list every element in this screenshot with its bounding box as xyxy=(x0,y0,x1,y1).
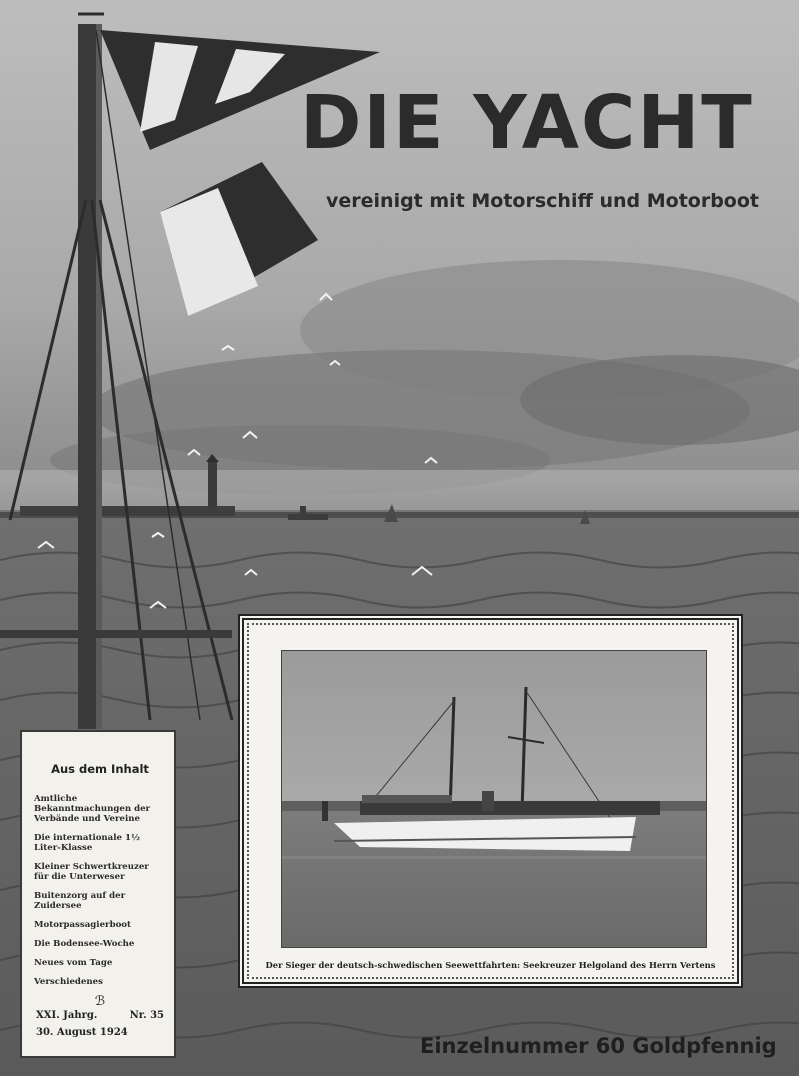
issue-number: Nr. 35 xyxy=(129,1010,164,1021)
magazine-subtitle: vereinigt mit Motorschiff und Motorboot xyxy=(326,190,759,212)
issue-info xyxy=(36,1010,164,1038)
contents-heading: Aus dem Inhalt xyxy=(51,762,149,776)
signal-flag xyxy=(160,162,318,316)
photo-frame xyxy=(238,614,743,988)
yacht-photo-image xyxy=(282,651,707,948)
volume-label: XXI. Jahrg. xyxy=(36,1010,98,1021)
yacht-photo xyxy=(281,650,707,948)
contents-item: Verschiedenes xyxy=(34,977,103,987)
contents-item: Die Bodensee-Woche xyxy=(34,939,135,949)
table-of-contents xyxy=(20,730,176,1058)
issue-date: 30. August 1924 xyxy=(36,1027,128,1038)
price-tag: Einzelnummer 60 Goldpfennig xyxy=(420,1034,777,1058)
contents-item: Die internationale 1½ Liter-Klasse xyxy=(34,833,140,853)
contents-item: Neues vom Tage xyxy=(34,958,113,968)
contents-item: Amtliche Bekanntmachungen der Verbände und Vereine xyxy=(34,794,151,824)
contents-item: Buitenzorg auf der Zuidersee xyxy=(34,891,126,911)
magazine-title: DIE YACHT xyxy=(300,80,754,166)
monogram-emblem-icon: ℬ xyxy=(94,994,106,1009)
photo-caption: Der Sieger der deutsch-schwedischen Seewettfahrten: Seekreuzer Helgoland des Herrn Vertens xyxy=(265,960,716,970)
contents-item: Kleiner Schwertkreuzer für die Unterweser xyxy=(34,862,149,882)
contents-list xyxy=(34,794,166,987)
lighthouse xyxy=(208,462,217,508)
contents-item: Motorpassagierboot xyxy=(34,920,132,930)
storm-clouds xyxy=(0,260,799,510)
